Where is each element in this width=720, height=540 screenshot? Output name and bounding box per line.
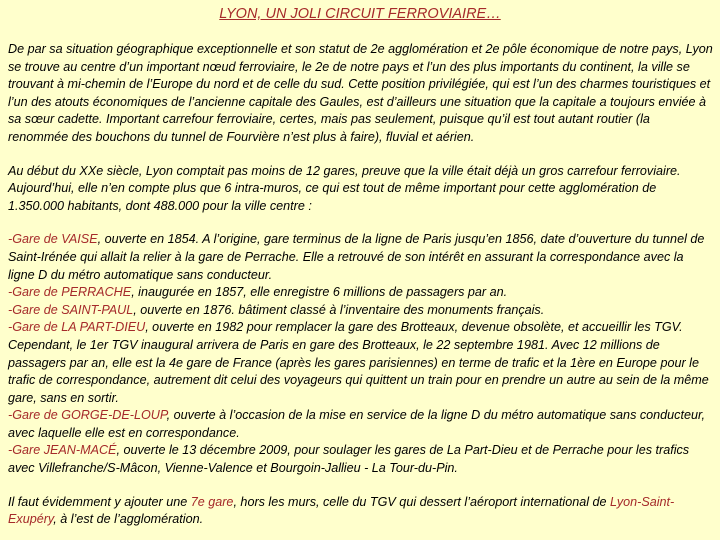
station-name: -Gare de VAISE <box>8 232 98 247</box>
intro-paragraph: De par sa situation géographique exceptionnelle et son statut de 2e agglomération et 2e pôle économique de notre pays, Lyon se trouve au centre d’un important nœud ferroviaire, le 2e de notre pays et l’un des plus importants du continent, la ville se trouvant à mi-chemin de l’Europe du nord et de celle du sud. Cette position privilégiée, qui est l’un des charmes touristiques et l’un des atouts économiques de l’ancienne capitale des Gaules, est d’ailleurs une situation que la capitale a toujours enviée à sa sœur cadette. Important carrefour ferroviaire, certes, mais pas seulement, puisque qu’il est tout autant routier (la renommée des bouchons du tunnel de Fourvière n’est plus à faire), fluvial et aérien. <box>8 42 713 144</box>
station-name: -Gare de LA PART-DIEU <box>8 320 146 335</box>
station-description: , ouverte le 13 décembre 2009, pour soulager les gares de La Part-Dieu et de Perrache pour les trafics avec Villefranche/S-Mâcon, Vienne-Valence et Bourgoin-Jallieu - La Tour-du-Pin. <box>8 443 690 476</box>
station-item <box>8 285 507 299</box>
station-description: , ouverte en 1876. bâtiment classé à l’inventaire des monuments français. <box>133 302 545 317</box>
station-item <box>8 320 709 404</box>
closing-text: , à l’est de l’agglomération. <box>53 512 204 527</box>
station-description: , inaugurée en 1857, elle enregistre 6 millions de passagers par an. <box>131 285 508 300</box>
station-item <box>8 443 689 475</box>
station-description: , ouverte en 1982 pour remplacer la gare des Brotteaux, devenue obsolète, et accueillir les TGV. Cependant, le 1er TGV inaugural arrivera de Paris en gare des Brotteaux, le 22 septembre 1981. Avec 12 millions de passagers par an, elle est la 4e gare de France (après les gares parisiennes) en terme de trafic et la 1ère en Europe pour le trafic de correspondance, autrement dit celui des voyageurs qui quittent un train pour en prendre un autre au sein de la même gare, sans en sortir. <box>8 320 709 405</box>
seventh-station-label: 7e gare <box>190 494 234 509</box>
station-item <box>8 232 704 281</box>
station-name: -Gare JEAN-MACÉ <box>8 443 117 458</box>
stations-list <box>8 231 713 477</box>
closing-text: Il faut évidemment y ajouter une <box>8 494 191 509</box>
station-name: -Gare de PERRACHE <box>8 285 132 300</box>
station-description: , ouverte en 1854. A l’origine, gare terminus de la ligne de Paris jusqu’en 1856, date d’ouverture du tunnel de Saint-Irénée qui allait la relier à la gare de Perrache. Elle a retrouvé de son intérêt en assurant la correspondance avec la ligne D du métro automatique sans conducteur. <box>8 232 705 282</box>
station-name: -Gare de SAINT-PAUL <box>8 302 134 317</box>
station-item <box>8 303 544 317</box>
closing-paragraph <box>8 494 713 529</box>
station-description: , ouverte à l’occasion de la mise en service de la ligne D du métro automatique sans conducteur, avec laquelle elle est en correspondance. <box>8 408 705 440</box>
station-name: -Gare de GORGE-DE-LOUP <box>8 408 167 423</box>
history-paragraph: Au début du XXe siècle, Lyon comptait pas moins de 12 gares, preuve que la ville était déjà un gros carrefour ferroviaire. Aujourd’hui, elle n’en compte plus que 6 intra-muros, ce qui est tout de même important pour cette agglomération de 1.350.000 habitants, dont 488.000 pour la ville centre : <box>8 163 681 213</box>
airport-name: Lyon-Saint-Exupéry <box>8 494 675 527</box>
station-item <box>8 408 705 440</box>
closing-text: , hors les murs, celle du TGV qui dessert l’aéroport international de <box>233 494 611 509</box>
page-title: LYON, UN JOLI CIRCUIT FERROVIAIRE… <box>219 6 501 22</box>
body-text <box>8 41 713 529</box>
